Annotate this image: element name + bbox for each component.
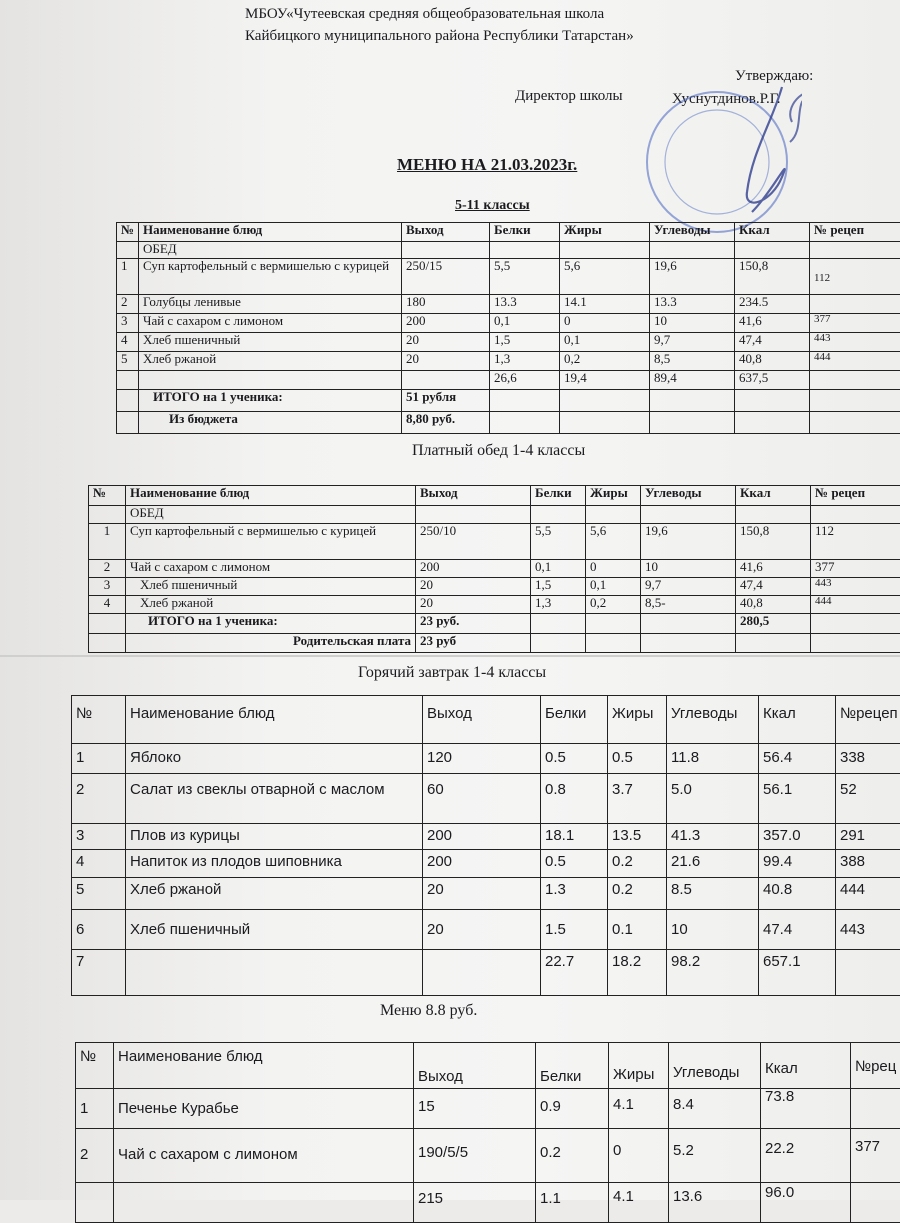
dish-name: Суп картофельный с вермишелью с курицей	[126, 524, 416, 560]
protein: 5,5	[531, 524, 586, 560]
col-header: №рец	[851, 1043, 900, 1089]
kcal: 40,8	[736, 596, 811, 614]
kcal: 47,4	[735, 333, 810, 352]
approval-label: Утверждаю:	[735, 68, 813, 85]
col-header: Ккал	[735, 223, 810, 242]
table-header-row	[72, 696, 900, 744]
portion: 200	[423, 824, 541, 850]
kcal: 40,8	[735, 352, 810, 371]
col-header: Жиры	[609, 1043, 669, 1089]
price-row	[89, 614, 900, 634]
dish-name: Хлеб пшеничный	[126, 910, 423, 950]
fat: 13.5	[608, 824, 667, 850]
kcal: 41,6	[735, 314, 810, 333]
row-number: 5	[117, 352, 139, 371]
protein: 1,5	[490, 333, 560, 352]
carbs: 19,6	[641, 524, 736, 560]
group-row	[89, 506, 900, 524]
kcal: 150,8	[735, 259, 810, 295]
kcal: 56.1	[759, 774, 836, 824]
total-protein: 26,6	[490, 371, 560, 390]
protein: 18.1	[541, 824, 608, 850]
row-number: 1	[76, 1089, 114, 1129]
row-number: 5	[72, 878, 126, 910]
portion	[423, 950, 541, 996]
row-number: 4	[72, 850, 126, 878]
total-protein: 1.1	[536, 1183, 609, 1223]
total-carbs: 89,4	[650, 371, 735, 390]
col-header: Белки	[490, 223, 560, 242]
menu-title: МЕНЮ НА 21.03.2023г.	[397, 155, 577, 175]
recipe-number: 443	[810, 333, 900, 352]
kcal: 73.8	[761, 1089, 851, 1129]
recipe-number: 444	[836, 878, 900, 910]
col-header: Ккал	[736, 486, 811, 506]
recipe-number: 388	[836, 850, 900, 878]
recipe-number: 443	[811, 578, 900, 596]
recipe-number: 444	[811, 596, 900, 614]
col-header: Выход	[414, 1043, 536, 1089]
fat: 0,2	[586, 596, 641, 614]
table-row	[89, 578, 900, 596]
carbs: 10	[641, 560, 736, 578]
recipe-number: 338	[836, 744, 900, 774]
carbs: 9,7	[641, 578, 736, 596]
col-header: №рецеп	[836, 696, 900, 744]
row-number: 4	[117, 333, 139, 352]
row-number	[76, 1183, 114, 1223]
protein: 0,1	[531, 560, 586, 578]
col-header: Белки	[531, 486, 586, 506]
fat: 0,1	[586, 578, 641, 596]
portion: 20	[423, 910, 541, 950]
budget-row	[117, 412, 900, 434]
col-header: Углеводы	[641, 486, 736, 506]
portion: 20	[416, 578, 531, 596]
totals-row	[72, 950, 900, 996]
dish-name: Печенье Курабье	[114, 1089, 414, 1129]
col-header: Наименование блюд	[114, 1043, 414, 1089]
row-number: 1	[89, 524, 126, 560]
recipe-number: 52	[836, 774, 900, 824]
dish-name	[114, 1183, 414, 1223]
budget-label: Из бюджета	[139, 412, 402, 434]
parent-fee-label: Родительская плата	[126, 634, 416, 653]
table-row	[89, 596, 900, 614]
col-header: №	[117, 223, 139, 242]
carbs: 8,5	[650, 352, 735, 371]
col-header: №	[89, 486, 126, 506]
portion: 250/15	[402, 259, 490, 295]
section4-caption: Меню 8.8 руб.	[380, 1002, 477, 1020]
col-header: Белки	[536, 1043, 609, 1089]
carbs: 13.3	[650, 295, 735, 314]
table-row	[72, 744, 900, 774]
row-number: 7	[72, 950, 126, 996]
table-row	[76, 1129, 900, 1183]
col-header: Выход	[423, 696, 541, 744]
carbs: 9,7	[650, 333, 735, 352]
fat: 5,6	[560, 259, 650, 295]
recipe-number: 377	[811, 560, 900, 578]
recipe-number: 444	[810, 352, 900, 371]
fat: 0.2	[608, 850, 667, 878]
table-header-row	[89, 486, 900, 506]
section2-caption: Платный обед 1-4 классы	[412, 442, 585, 460]
kcal: 47.4	[759, 910, 836, 950]
dish-name	[126, 950, 423, 996]
recipe-number	[836, 950, 900, 996]
total-fat: 18.2	[608, 950, 667, 996]
total-protein: 22.7	[541, 950, 608, 996]
row-number: 2	[76, 1129, 114, 1183]
totals-row	[117, 371, 900, 390]
table-row	[117, 259, 900, 295]
total-carbs: 98.2	[667, 950, 759, 996]
row-number: 4	[89, 596, 126, 614]
kcal: 47,4	[736, 578, 811, 596]
protein: 0.2	[536, 1129, 609, 1183]
dish-name: Голубцы ленивые	[139, 295, 402, 314]
col-header: Ккал	[761, 1043, 851, 1089]
total-kcal: 280,5	[736, 614, 811, 634]
group-label: ОБЕД	[126, 506, 416, 524]
fat: 0	[586, 560, 641, 578]
portion: 250/10	[416, 524, 531, 560]
dish-name: Хлеб пшеничный	[126, 578, 416, 596]
director-name: Хуснутдинов.Р.Г.	[672, 91, 781, 108]
table-row	[72, 774, 900, 824]
protein: 1.5	[541, 910, 608, 950]
total-fat: 4.1	[609, 1183, 669, 1223]
recipe-number: 291	[836, 824, 900, 850]
portion: 20	[402, 333, 490, 352]
table-row	[72, 878, 900, 910]
recipe-number	[851, 1183, 900, 1223]
total-kcal: 657.1	[759, 950, 836, 996]
carbs: 10	[650, 314, 735, 333]
dish-name: Чай с сахаром с лимоном	[139, 314, 402, 333]
table-row	[76, 1089, 900, 1129]
total-kcal: 637,5	[735, 371, 810, 390]
fat: 0.1	[608, 910, 667, 950]
menu-table-5-11	[116, 222, 900, 434]
col-header: Наименование блюд	[139, 223, 402, 242]
carbs: 10	[667, 910, 759, 950]
portion: 200	[416, 560, 531, 578]
col-header: № рецеп	[810, 223, 900, 242]
protein: 1,5	[531, 578, 586, 596]
fat: 0	[609, 1129, 669, 1183]
director-position: Директор школы	[515, 88, 623, 105]
kcal: 41,6	[736, 560, 811, 578]
portion: 20	[402, 352, 490, 371]
total-price-value: 23 руб.	[416, 614, 531, 634]
price-row	[117, 390, 900, 412]
kcal: 56.4	[759, 744, 836, 774]
menu-table-8-8	[75, 1042, 900, 1223]
fat: 0,1	[560, 333, 650, 352]
total-kcal: 96.0	[761, 1183, 851, 1223]
total-price-label: ИТОГО на 1 ученика:	[126, 614, 416, 634]
dish-name: Чай с сахаром с лимоном	[114, 1129, 414, 1183]
budget-value: 8,80 руб.	[402, 412, 490, 434]
recipe-number: 112	[811, 524, 900, 560]
menu-table-paid-lunch	[88, 485, 900, 653]
total-carbs: 13.6	[669, 1183, 761, 1223]
total-price-value: 51 рубля	[402, 390, 490, 412]
recipe-number: 112	[810, 259, 900, 295]
table-row	[72, 910, 900, 950]
table-header-row	[117, 223, 900, 242]
dish-name: Чай с сахаром с лимоном	[126, 560, 416, 578]
row-number: 2	[72, 774, 126, 824]
col-header: Выход	[402, 223, 490, 242]
portion: 190/5/5	[414, 1129, 536, 1183]
group-row	[117, 242, 900, 259]
protein: 0.5	[541, 850, 608, 878]
col-header: Наименование блюд	[126, 486, 416, 506]
table-row	[117, 314, 900, 333]
carbs: 8.4	[669, 1089, 761, 1129]
dish-name: Салат из свеклы отварной с маслом	[126, 774, 423, 824]
fat: 0.5	[608, 744, 667, 774]
total-price-label: ИТОГО на 1 ученика:	[139, 390, 402, 412]
fat: 4.1	[609, 1089, 669, 1129]
col-header: Ккал	[759, 696, 836, 744]
protein: 13.3	[490, 295, 560, 314]
recipe-number	[810, 295, 900, 314]
col-header: Жиры	[560, 223, 650, 242]
kcal: 234.5	[735, 295, 810, 314]
total-fat: 19,4	[560, 371, 650, 390]
col-header: №	[72, 696, 126, 744]
fat: 14.1	[560, 295, 650, 314]
section1-subtitle: 5-11 классы	[455, 198, 530, 214]
protein: 0.8	[541, 774, 608, 824]
row-number: 3	[89, 578, 126, 596]
portion: 200	[423, 850, 541, 878]
portion: 15	[414, 1089, 536, 1129]
carbs: 21.6	[667, 850, 759, 878]
row-number: 6	[72, 910, 126, 950]
kcal: 99.4	[759, 850, 836, 878]
row-number: 3	[72, 824, 126, 850]
portion: 60	[423, 774, 541, 824]
page-fold	[0, 655, 900, 657]
table-row	[117, 352, 900, 371]
col-header: №	[76, 1043, 114, 1089]
fat: 0,2	[560, 352, 650, 371]
carbs: 8,5-	[641, 596, 736, 614]
table-row	[72, 824, 900, 850]
row-number: 3	[117, 314, 139, 333]
col-header: Жиры	[608, 696, 667, 744]
table-row	[89, 560, 900, 578]
portion: 20	[416, 596, 531, 614]
protein: 5,5	[490, 259, 560, 295]
kcal: 40.8	[759, 878, 836, 910]
protein: 0.9	[536, 1089, 609, 1129]
carbs: 5.0	[667, 774, 759, 824]
protein: 1,3	[490, 352, 560, 371]
table-header-row	[76, 1043, 900, 1089]
total-portion: 215	[414, 1183, 536, 1223]
protein: 0.5	[541, 744, 608, 774]
recipe-number	[851, 1089, 900, 1129]
school-name-line2: Кайбицкого муниципального района Республики Татарстан»	[245, 28, 634, 45]
table-row	[89, 524, 900, 560]
carbs: 5.2	[669, 1129, 761, 1183]
school-stamp	[632, 82, 802, 242]
dish-name: Хлеб ржаной	[139, 352, 402, 371]
dish-name: Хлеб ржаной	[126, 596, 416, 614]
kcal: 150,8	[736, 524, 811, 560]
dish-name: Хлеб пшеничный	[139, 333, 402, 352]
group-label: ОБЕД	[139, 242, 402, 259]
portion: 200	[402, 314, 490, 333]
carbs: 19,6	[650, 259, 735, 295]
totals-row	[76, 1183, 900, 1223]
kcal: 22.2	[761, 1129, 851, 1183]
col-header: Наименование блюд	[126, 696, 423, 744]
protein: 1.3	[541, 878, 608, 910]
row-number: 2	[89, 560, 126, 578]
col-header: Углеводы	[650, 223, 735, 242]
col-header: Углеводы	[669, 1043, 761, 1089]
fat: 3.7	[608, 774, 667, 824]
dish-name: Яблоко	[126, 744, 423, 774]
fat: 0.2	[608, 878, 667, 910]
menu-table-hot-breakfast	[71, 695, 900, 996]
carbs: 41.3	[667, 824, 759, 850]
kcal: 357.0	[759, 824, 836, 850]
row-number: 2	[117, 295, 139, 314]
protein: 1,3	[531, 596, 586, 614]
recipe-number: 377	[851, 1129, 900, 1183]
col-header: № рецеп	[811, 486, 900, 506]
col-header: Жиры	[586, 486, 641, 506]
dish-name: Суп картофельный с вермишелью с курицей	[139, 259, 402, 295]
section3-caption: Горячий завтрак 1-4 классы	[358, 664, 546, 682]
table-row	[117, 333, 900, 352]
fat: 5,6	[586, 524, 641, 560]
parent-fee-row	[89, 634, 900, 653]
protein: 0,1	[490, 314, 560, 333]
table-row	[117, 295, 900, 314]
dish-name: Напиток из плодов шиповника	[126, 850, 423, 878]
portion: 120	[423, 744, 541, 774]
portion: 20	[423, 878, 541, 910]
row-number: 1	[117, 259, 139, 295]
fat: 0	[560, 314, 650, 333]
col-header: Белки	[541, 696, 608, 744]
table-row	[72, 850, 900, 878]
dish-name: Хлеб ржаной	[126, 878, 423, 910]
school-name-line1: МБОУ«Чутеевская средняя общеобразовательная школа	[245, 6, 604, 23]
col-header: Выход	[416, 486, 531, 506]
col-header: Углеводы	[667, 696, 759, 744]
recipe-number: 377	[810, 314, 900, 333]
carbs: 8.5	[667, 878, 759, 910]
recipe-number: 443	[836, 910, 900, 950]
carbs: 11.8	[667, 744, 759, 774]
portion: 180	[402, 295, 490, 314]
dish-name: Плов из курицы	[126, 824, 423, 850]
row-number: 1	[72, 744, 126, 774]
parent-fee-value: 23 руб	[416, 634, 531, 653]
